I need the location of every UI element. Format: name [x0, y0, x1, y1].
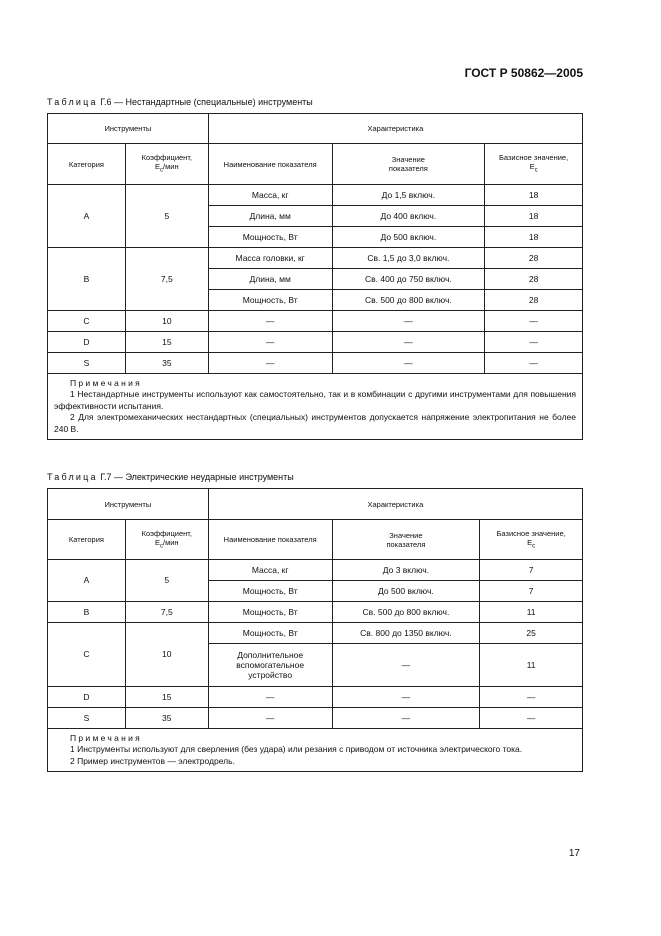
page-number: 17 [568, 848, 580, 859]
table7-header-coefficient: Коэффициент, $E_c$/мин [125, 520, 208, 560]
coefficient-cell: 15 [125, 687, 208, 708]
basic-value-cell: — [485, 332, 583, 353]
table7-caption-title: Г.7 — Электрические неударные инструменты [100, 472, 294, 482]
indicator-value-cell: До 400 включ. [332, 206, 485, 227]
table6-header-value: Значение показателя [332, 144, 485, 185]
indicator-value-cell: — [332, 644, 480, 687]
table-row [48, 332, 583, 353]
table-row [48, 185, 583, 206]
table7-notes [48, 729, 583, 772]
indicator-value-cell: — [332, 353, 485, 374]
indicator-name-cell: — [208, 687, 332, 708]
table6-header-coefficient: Коэффициент, $E_c$/мин [125, 144, 208, 185]
table7-group-tools: Инструменты [48, 489, 209, 520]
basic-value-cell: 18 [485, 206, 583, 227]
coefficient-cell: 10 [125, 623, 208, 687]
indicator-name-cell: Мощность, Вт [208, 602, 332, 623]
category-cell: C [48, 311, 126, 332]
coefficient-cell: 15 [125, 332, 208, 353]
table-row [48, 687, 583, 708]
notes-title: Примечания [70, 733, 143, 743]
basic-value-cell: 11 [480, 644, 583, 687]
table6-header-category: Категория [48, 144, 126, 185]
indicator-value-cell: — [332, 332, 485, 353]
category-cell: D [48, 332, 126, 353]
table-row [48, 311, 583, 332]
indicator-name-cell: Длина, мм [208, 206, 332, 227]
category-cell: А [48, 185, 126, 248]
note-item: 2 Для электромеханических нестандартных (специальных) инструментов допускается напряжение электропитания не более 240 В. [54, 412, 576, 434]
indicator-value-cell: Св. 400 до 750 включ. [332, 269, 485, 290]
indicator-name-cell: — [208, 353, 332, 374]
table6-caption-title: Г.6 — Нестандартные (специальные) инструменты [100, 97, 313, 107]
coefficient-cell: 5 [125, 560, 208, 602]
coefficient-cell: 35 [125, 353, 208, 374]
indicator-value-cell: — [332, 687, 480, 708]
note-item: 1 Нестандартные инструменты используют как самостоятельно, так и в комбинации с другими инструментами для повышения эффективности испытания. [54, 389, 576, 411]
coefficient-cell: 7,5 [125, 602, 208, 623]
basic-value-cell: — [480, 687, 583, 708]
table7-group-characteristics: Характеристика [208, 489, 582, 520]
indicator-value-cell: Св. 1,5 до 3,0 включ. [332, 248, 485, 269]
table6-caption-word: Таблица [47, 97, 98, 107]
note-item: 1 Инструменты используют для сверления (без удара) или резания с приводом от источника электрического тока. [70, 744, 523, 755]
indicator-name-cell: Мощность, Вт [208, 623, 332, 644]
table6-group-characteristics: Характеристика [208, 114, 582, 144]
table6-header-basic: Базисное значение, $E_c$ [485, 144, 583, 185]
note-item: 2 Пример инструментов — электродрель. [70, 755, 235, 766]
indicator-value-cell: — [332, 708, 480, 729]
indicator-name-cell: Дополнительное вспомогательное устройство [208, 644, 332, 687]
indicator-value-cell: До 500 включ. [332, 227, 485, 248]
table7-caption-word: Таблица [47, 472, 98, 482]
table-row [48, 708, 583, 729]
category-cell: D [48, 687, 126, 708]
indicator-name-cell: — [208, 332, 332, 353]
basic-value-cell: 28 [485, 269, 583, 290]
basic-value-cell: — [485, 311, 583, 332]
table6 [47, 113, 583, 440]
category-cell: C [48, 623, 126, 687]
basic-value-cell: 25 [480, 623, 583, 644]
basic-value-cell: 11 [480, 602, 583, 623]
category-cell: B [48, 248, 126, 311]
indicator-name-cell: Масса, кг [208, 185, 332, 206]
indicator-value-cell: До 500 включ. [332, 581, 480, 602]
indicator-name-cell: — [208, 708, 332, 729]
table7-header-value: Значение показателя [332, 520, 480, 560]
notes-title: Примечания [70, 378, 143, 388]
basic-value-cell: — [480, 708, 583, 729]
basic-value-cell: 28 [485, 290, 583, 311]
indicator-name-cell: Длина, мм [208, 269, 332, 290]
indicator-name-cell: — [208, 311, 332, 332]
table-row [48, 248, 583, 269]
indicator-value-cell: Св. 800 до 1350 включ. [332, 623, 480, 644]
coefficient-cell: 10 [125, 311, 208, 332]
table6-header-name: Наименование показателя [208, 144, 332, 185]
basic-value-cell: 7 [480, 560, 583, 581]
table6-group-tools: Инструменты [48, 114, 209, 144]
table7-caption [47, 472, 294, 482]
table7-header-category: Категория [48, 520, 126, 560]
indicator-name-cell: Мощность, Вт [208, 290, 332, 311]
table6-caption [47, 97, 313, 107]
indicator-value-cell: Св. 500 до 800 включ. [332, 602, 480, 623]
category-cell: B [48, 602, 126, 623]
indicator-value-cell: — [332, 311, 485, 332]
indicator-value-cell: До 3 включ. [332, 560, 480, 581]
indicator-value-cell: До 1,5 включ. [332, 185, 485, 206]
document-header: ГОСТ Р 50862—2005 [464, 66, 583, 80]
basic-value-cell: 18 [485, 185, 583, 206]
table7-header-basic: Базисное значение, $E_c$ [480, 520, 583, 560]
coefficient-cell: 7,5 [125, 248, 208, 311]
category-cell: S [48, 708, 126, 729]
indicator-name-cell: Масса головки, кг [208, 248, 332, 269]
table7-header-name: Наименование показателя [208, 520, 332, 560]
indicator-name-cell: Мощность, Вт [208, 227, 332, 248]
category-cell: A [48, 560, 126, 602]
basic-value-cell: 18 [485, 227, 583, 248]
table-row [48, 353, 583, 374]
table6-notes [48, 374, 583, 440]
table7 [47, 488, 583, 772]
table-row [48, 623, 583, 644]
table-row [48, 602, 583, 623]
coefficient-cell: 5 [125, 185, 208, 248]
coefficient-cell: 35 [125, 708, 208, 729]
basic-value-cell: — [485, 353, 583, 374]
category-cell: S [48, 353, 126, 374]
indicator-value-cell: Св. 500 до 800 включ. [332, 290, 485, 311]
basic-value-cell: 28 [485, 248, 583, 269]
basic-value-cell: 7 [480, 581, 583, 602]
indicator-name-cell: Масса, кг [208, 560, 332, 581]
indicator-name-cell: Мощность, Вт [208, 581, 332, 602]
table-row [48, 560, 583, 581]
